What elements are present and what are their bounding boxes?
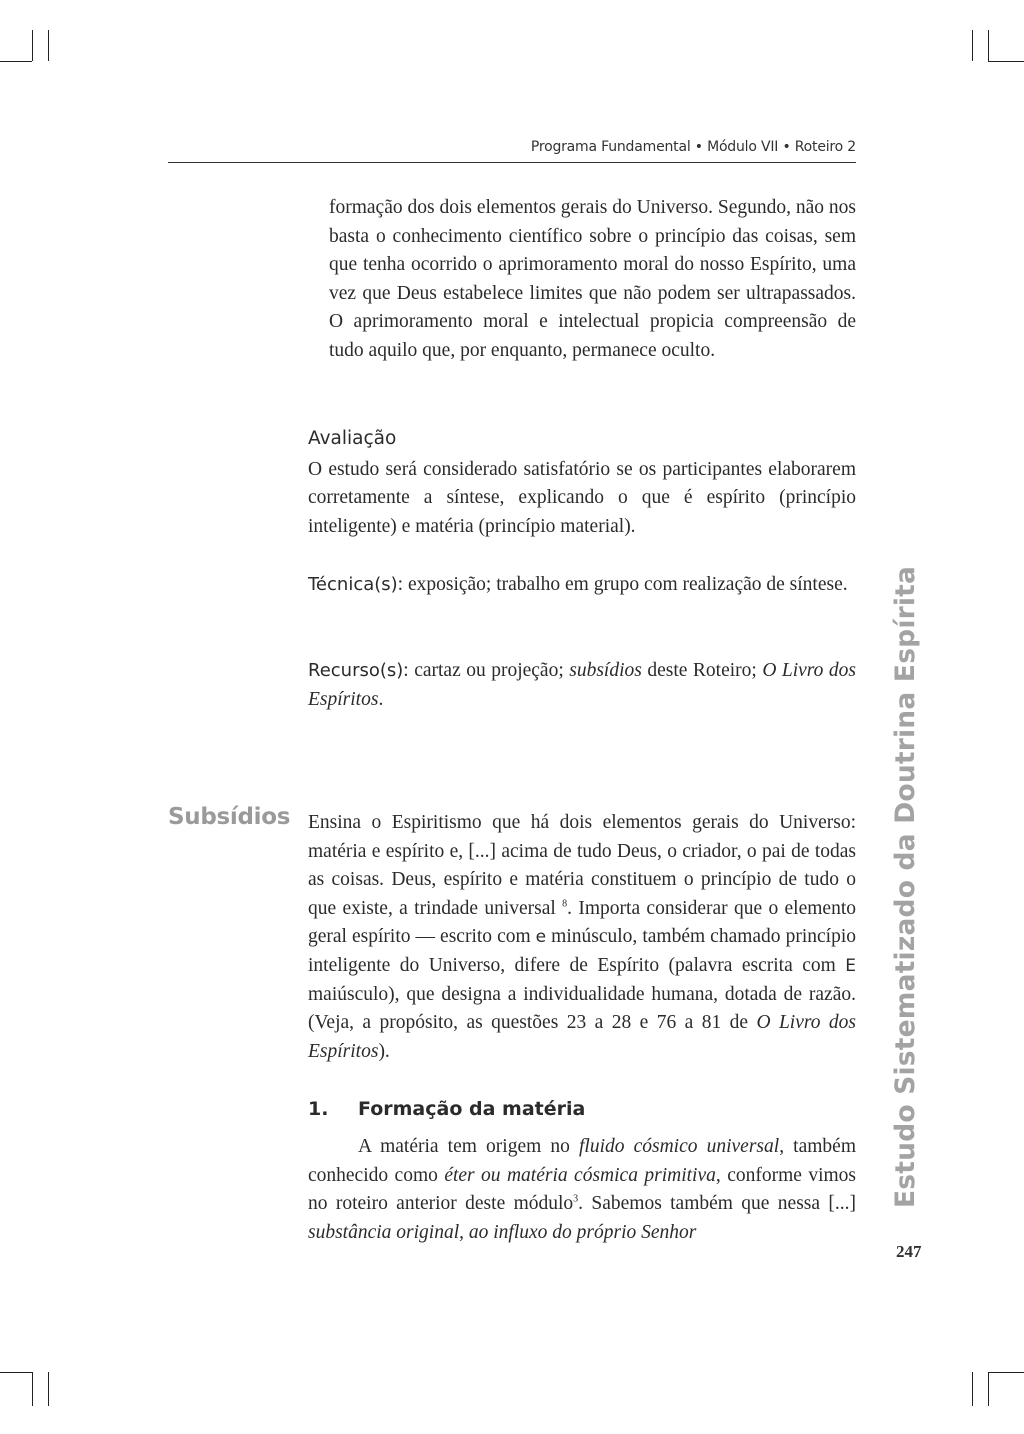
subsidios-italic-book: O Livro dos Espíritos: [308, 1012, 856, 1062]
recursos-label: Recurso(s): [308, 660, 404, 681]
running-header: [168, 136, 856, 163]
running-title: Programa Fundamental • Módulo VII • Roteiro 2: [530, 139, 856, 155]
recursos-section: [308, 657, 856, 714]
section-1-title: Formação da matéria: [358, 1098, 586, 1120]
intro-paragraph: [329, 194, 856, 366]
vertical-side-title: Estudo Sistematizado da Doutrina Espírita: [890, 565, 921, 1208]
tecnicas-section: [308, 571, 856, 600]
intro-text: formação dos dois elementos gerais do Universo. Segundo, não nos basta o conhecimento científico sobre o princípio das coisas, sem que tenha ocorrido o aprimoramento moral do nosso Espírito, uma vez que Deus estabelece limites que não podem ser ultrapassados. O aprimoramento moral e intelectual propicia compreensão de tudo aquilo que, por enquanto, permanece oculto.: [329, 197, 856, 361]
avaliacao-text: O estudo será considerado satisfatório se os participantes elaborarem corretamente a síntese, explicando o que é espírito (princípio inteligente) e matéria (princípio material).: [308, 458, 856, 537]
subsidios-text-d: maiúsculo), que designa a individualidade humana, dotada de razão. (Veja, a propósito, as questões 23 a 28 e 76 a 81 de: [308, 983, 856, 1034]
recursos-text-c: .: [378, 688, 384, 710]
section-1-number: 1.: [308, 1098, 329, 1120]
section-1-sup-ref: 3: [573, 1193, 579, 1205]
recursos-text-a: : cartaz ou projeção;: [403, 660, 570, 681]
section-1-italic-a: fluido cósmico universal: [578, 1136, 780, 1157]
recursos-italic-b: O Livro dos Espíritos: [308, 660, 856, 710]
tecnicas-text: : exposição; trabalho em grupo com realização de síntese.: [397, 574, 848, 595]
tecnicas-label: Técnica(s): [308, 574, 398, 595]
section-1-italic-b: éter ou matéria cósmica primitiva: [444, 1164, 716, 1186]
subsidios-letter-e-upper: E: [845, 955, 856, 976]
subsidios-letter-e-lower: e: [535, 927, 547, 948]
page-number: 247: [896, 1242, 922, 1261]
subsidios-text-b: . Importa considerar que o elemento geral espírito — escrito com: [308, 897, 856, 948]
subsidios-text-c: minúsculo, também chamado princípio inteligente do Universo, difere de Espírito (palavra escrita com: [308, 926, 856, 976]
section-1-text-a: A matéria tem origem no: [358, 1136, 579, 1157]
section-1-text-b: , também conhecido como: [308, 1136, 856, 1186]
section-1-text-d: . Sabemos também que nessa [...]: [578, 1193, 856, 1215]
subsidios-paragraph: [308, 809, 856, 1066]
avaliacao-section: [308, 425, 856, 541]
recursos-text-b: deste Roteiro;: [641, 660, 763, 681]
recursos-italic-a: subsídios: [569, 660, 642, 681]
subsidios-text-e: ).: [378, 1040, 390, 1062]
subsidios-sup-ref: 8: [562, 898, 568, 910]
section-1-text-c: , conforme vimos no roteiro anterior deste módulo: [308, 1164, 857, 1215]
avaliacao-heading: Avaliação: [308, 428, 397, 449]
section-1-italic-c: substância original, ao influxo do próprio Senhor: [308, 1221, 697, 1243]
subsidios-side-label: Subsídios: [168, 804, 291, 830]
subsidios-text-a: Ensina o Espiritismo que há dois elementos gerais do Universo: matéria e espírito e, [...] acima de tudo Deus, o criador, o pai de todas as coisas. Deus, espírito e matéria constituem o princípio de tudo o que existe, a trindade universal: [308, 812, 856, 919]
section-1-paragraph: [308, 1133, 856, 1247]
